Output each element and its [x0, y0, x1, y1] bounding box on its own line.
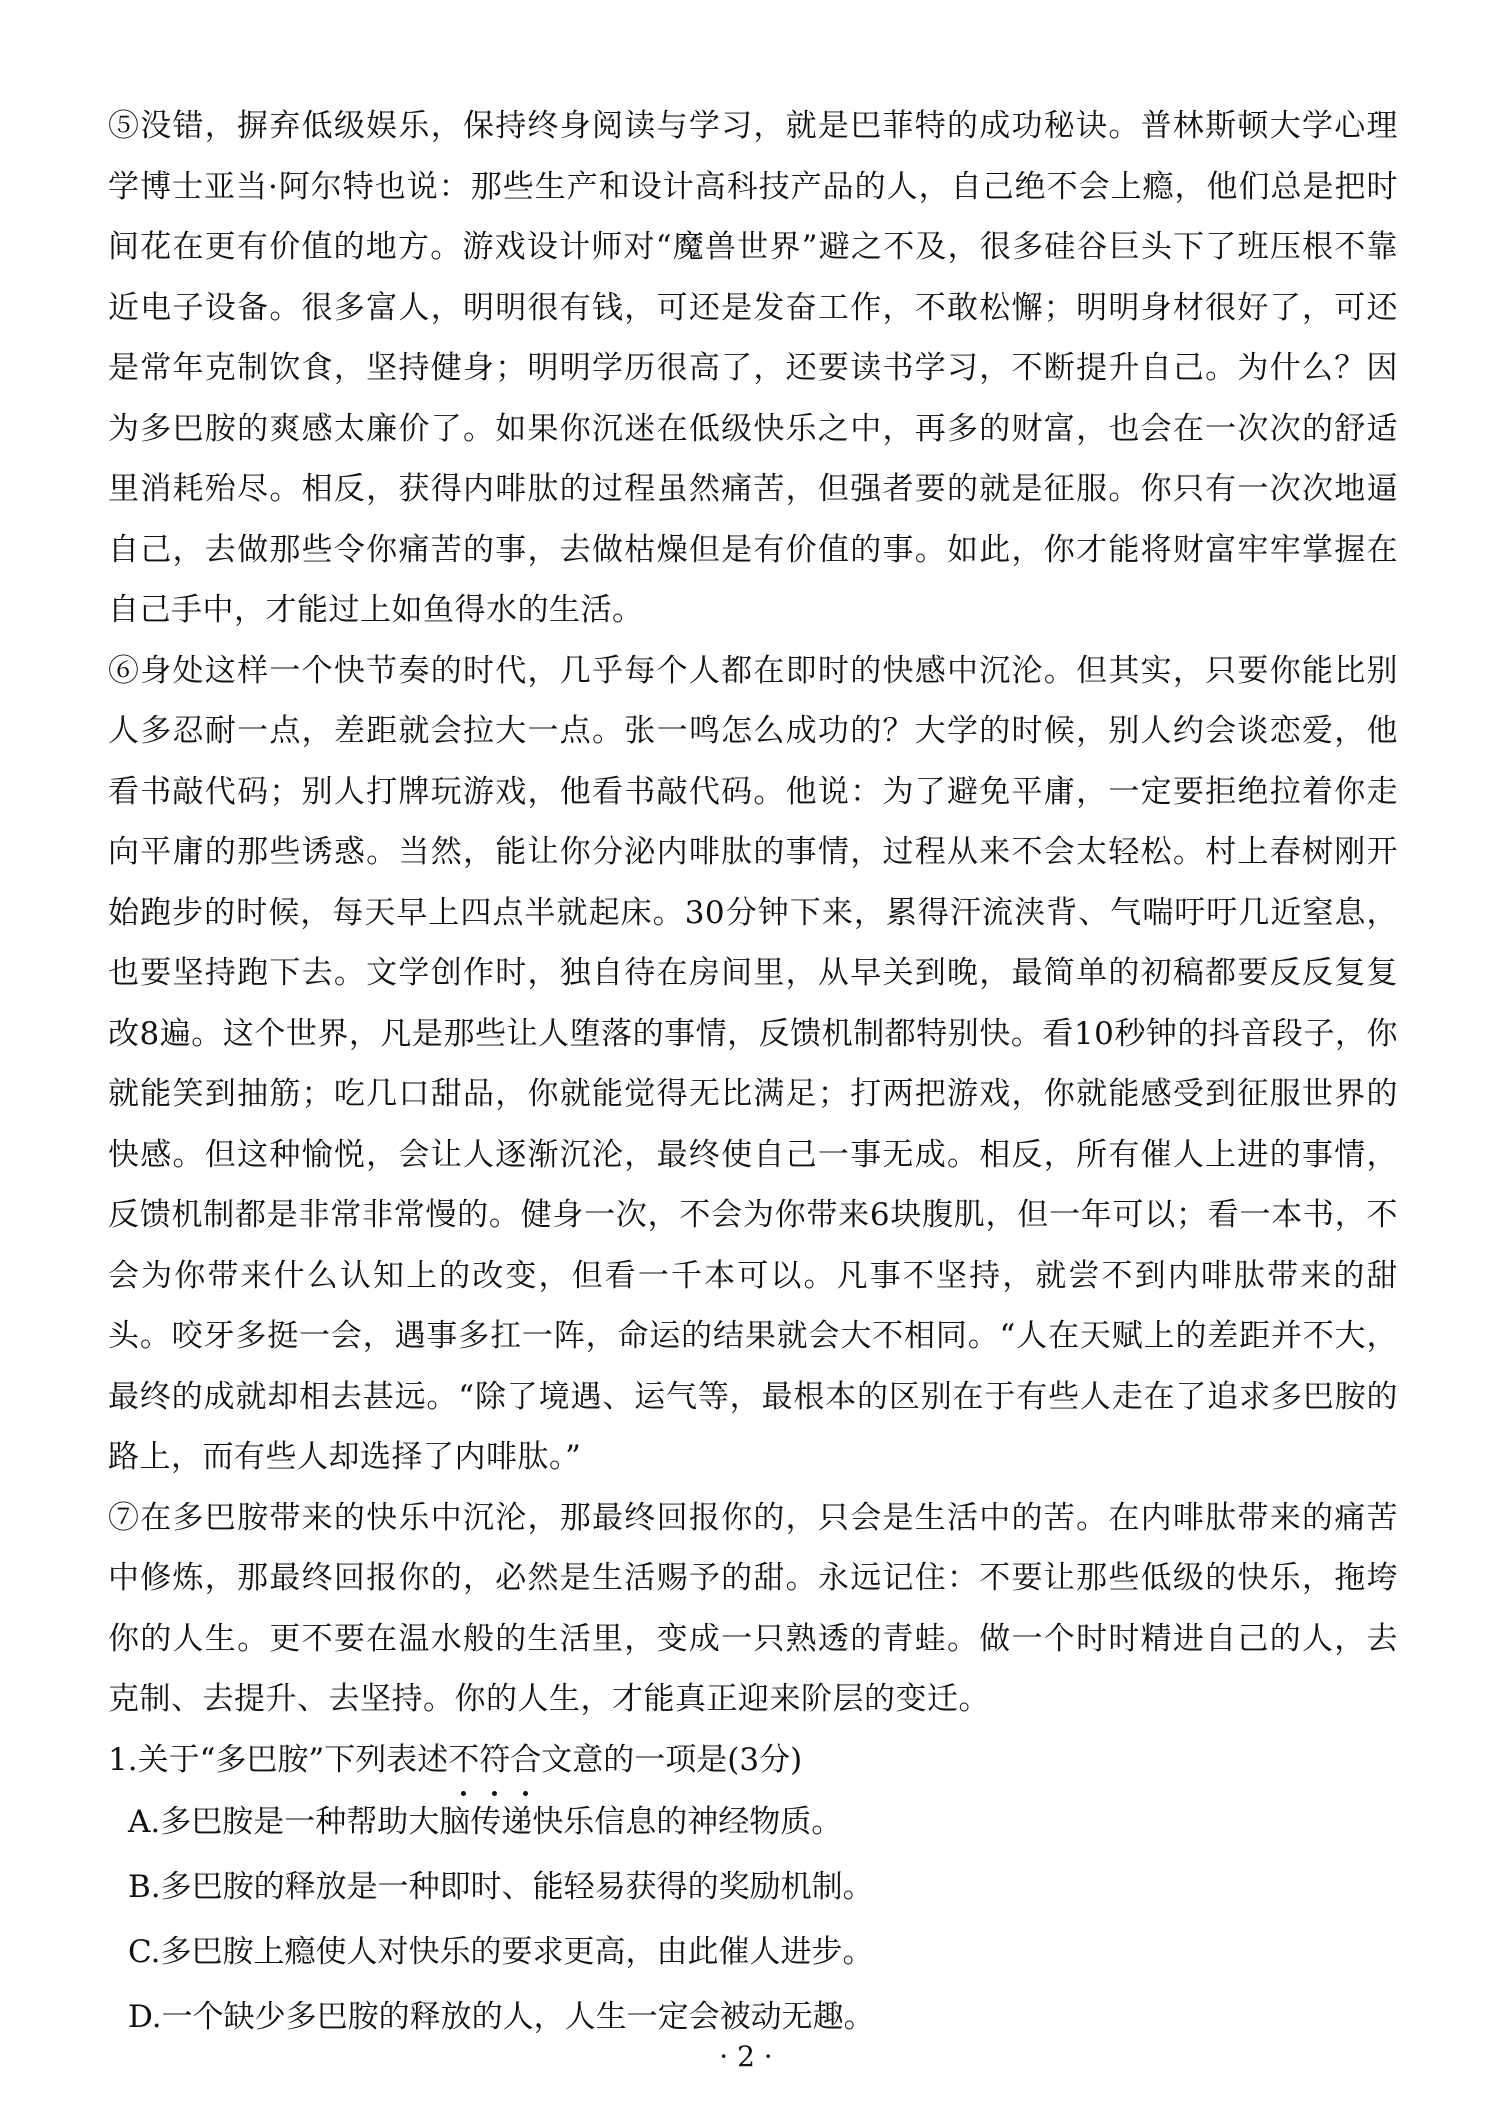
- emphasis-char-1: 不: [448, 1730, 479, 1790]
- question-stem: [108, 1730, 1398, 1790]
- option-b: B.多巴胺的释放是一种即时、能轻易获得的奖励机制。: [128, 1868, 874, 1905]
- paragraph-7: ⑦在多巴胺带来的快乐中沉沦，那最终回报你的，只会是生活中的苦。在内啡肽带来的痛苦中修炼，那最终回报你的，必然是生活赐予的甜。永远记住：不要让那些低级的快乐，拖垮你的人生。更不要在温水般的生活里，变成一只熟透的青蛙。做一个时时精进自己的人，去克制、去提升、去坚持。你的人生，才能真正迎来阶层的变迁。: [108, 1499, 1398, 1717]
- option-d: D.一个缺少多巴胺的释放的人，人生一定会被动无趣。: [128, 1998, 875, 2035]
- paragraph-5: ⑤没错，摒弃低级娱乐，保持终身阅读与学习，就是巴菲特的成功秘诀。普林斯顿大学心理学博士亚当·阿尔特也说：那些生产和设计高科技产品的人，自己绝不会上瘾，他们总是把时间花在更有价值的地方。游戏设计师对“魔兽世界”避之不及，很多硅谷巨头下了班压根不靠近电子设备。很多富人，明明很有钱，可还是发奋工作，不敢松懈；明明身材很好了，可还是常年克制饮食，坚持健身；明明学历很高了，还要读书学习，不断提升自己。为什么？因为多巴胺的爽感太廉价了。如果你沉迷在低级快乐之中，再多的财富，也会在一次次的舒适里消耗殆尽。相反，获得内啡肽的过程虽然痛苦，但强者要的就是征服。你只有一次次地逼自己，去做那些令你痛苦的事，去做枯燥但是有价值的事。如此，你才能将财富牢牢掌握在自己手中，才能过上如鱼得水的生活。: [108, 108, 1398, 628]
- question-stem-prefix: 1.关于“多巴胺”下列表述: [108, 1741, 449, 1778]
- exam-page-body: [108, 96, 1398, 2050]
- page-number: · 2 ·: [719, 2040, 773, 2073]
- question-1: [108, 1730, 1398, 2050]
- option-c: C.多巴胺上瘾使人对快乐的要求更高，由此催人进步。: [128, 1933, 874, 1970]
- question-stem-suffix: 文意的一项是(3分): [541, 1741, 803, 1778]
- emphasis-char-2: 符: [479, 1730, 510, 1790]
- paragraph-6: ⑥身处这样一个快节奏的时代，几乎每个人都在即时的快感中沉沦。但其实，只要你能比别人多忍耐一点，差距就会拉大一点。张一鸣怎么成功的？大学的时候，别人约会谈恋爱，他看书敲代码；别人打牌玩游戏，他看书敲代码。他说：为了避免平庸，一定要拒绝拉着你走向平庸的那些诱惑。当然，能让你分泌内啡肽的事情，过程从来不会太轻松。村上春树刚开始跑步的时候，每天早上四点半就起床。30分钟下来，累得汗流浃背、气喘吁吁几近窒息，也要坚持跑下去。文学创作时，独自待在房间里，从早关到晚，最简单的初稿都要反反复复改8遍。这个世界，凡是那些让人堕落的事情，反馈机制都特别快。看10秒钟的抖音段子，你就能笑到抽筋；吃几口甜品，你就能觉得无比满足；打两把游戏，你就能感受到征服世界的快感。但这种愉悦，会让人逐渐沉沦，最终使自己一事无成。相反，所有催人上进的事情，反馈机制都是非常非常慢的。健身一次，不会为你带来6块腹肌，但一年可以；看一本书，不会为你带来什么认知上的改变，但看一千本可以。凡事不坚持，就尝不到内啡肽带来的甜头。咬牙多挺一会，遇事多扛一阵，命运的结果就会大不相同。“人在天赋上的差距并不大，最终的成就却相去甚远。“除了境遇、运气等，最根本的区别在于有些人走在了追求多巴胺的路上，而有些人却选择了内啡肽。”: [108, 652, 1398, 1475]
- option-a: A.多巴胺是一种帮助大脑传递快乐信息的神经物质。: [128, 1803, 843, 1840]
- emphasis-char-3: 合: [510, 1730, 541, 1790]
